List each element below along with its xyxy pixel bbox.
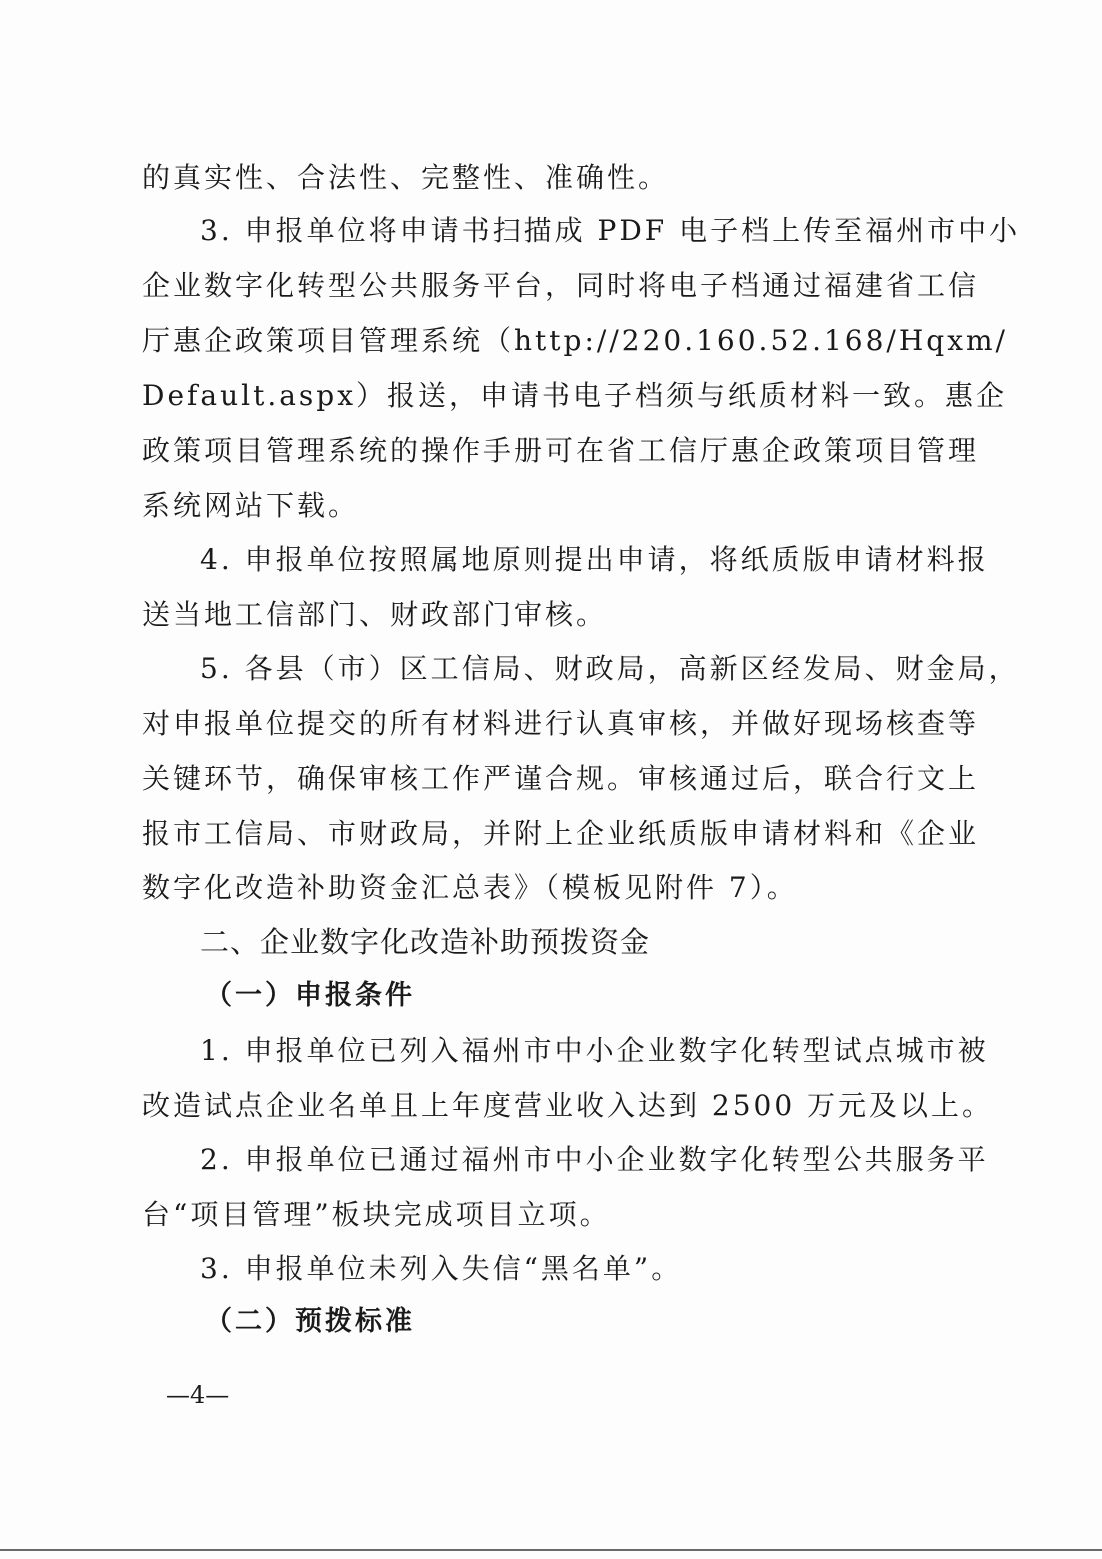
section-heading: 二、企业数字化改造补助预拨资金 — [200, 925, 651, 959]
paragraph-line: 系统网站下载。 — [142, 489, 360, 522]
paragraph-line: 4. 申报单位按照属地原则提出申请，将纸质版申请材料报 — [200, 543, 989, 576]
paragraph-line: 关键环节，确保审核工作严谨合规。审核通过后，联合行文上 — [142, 762, 980, 795]
paragraph-line: 送当地工信部门、财政部门审核。 — [142, 598, 608, 631]
paragraph-line: Default.aspx）报送，申请书电子档须与纸质材料一致。惠企 — [142, 379, 1007, 412]
paragraph-line: 厅惠企政策项目管理系统（http://220.160.52.168/Hqxm/ — [142, 324, 1008, 357]
paragraph-line: 改造试点企业名单且上年度营业收入达到 2500 万元及以上。 — [142, 1089, 994, 1122]
paragraph-line: 数字化改造补助资金汇总表》（模板见附件 7）。 — [142, 871, 798, 904]
paragraph-line: 的真实性、合法性、完整性、准确性。 — [142, 161, 670, 194]
paragraph-line: 1. 申报单位已列入福州市中小企业数字化转型试点城市被 — [200, 1034, 989, 1067]
paragraph-line: 政策项目管理系统的操作手册可在省工信厅惠企政策项目管理 — [142, 434, 980, 467]
sub-heading: （二）预拨标准 — [205, 1306, 415, 1337]
sub-heading: （一）申报条件 — [205, 980, 415, 1011]
paragraph-line: 对申报单位提交的所有材料进行认真审核，并做好现场核查等 — [142, 707, 980, 740]
paragraph-line: 3. 申报单位将申请书扫描成 PDF 电子档上传至福州市中小 — [200, 214, 1021, 247]
paragraph-line: 3. 申报单位未列入失信“黑名单”。 — [200, 1252, 683, 1285]
scan-edge-line — [0, 1549, 1102, 1551]
page-number: —4— — [166, 1381, 230, 1409]
paragraph-line: 2. 申报单位已通过福州市中小企业数字化转型公共服务平 — [200, 1143, 989, 1176]
paragraph-line: 5. 各县（市）区工信局、财政局，高新区经发局、财金局， — [200, 652, 1020, 685]
paragraph-line: 报市工信局、市财政局，并附上企业纸质版申请材料和《企业 — [142, 817, 980, 850]
paragraph-line: 台“项目管理”板块完成项目立项。 — [142, 1198, 611, 1231]
paragraph-line: 企业数字化转型公共服务平台，同时将电子档通过福建省工信 — [142, 269, 980, 302]
